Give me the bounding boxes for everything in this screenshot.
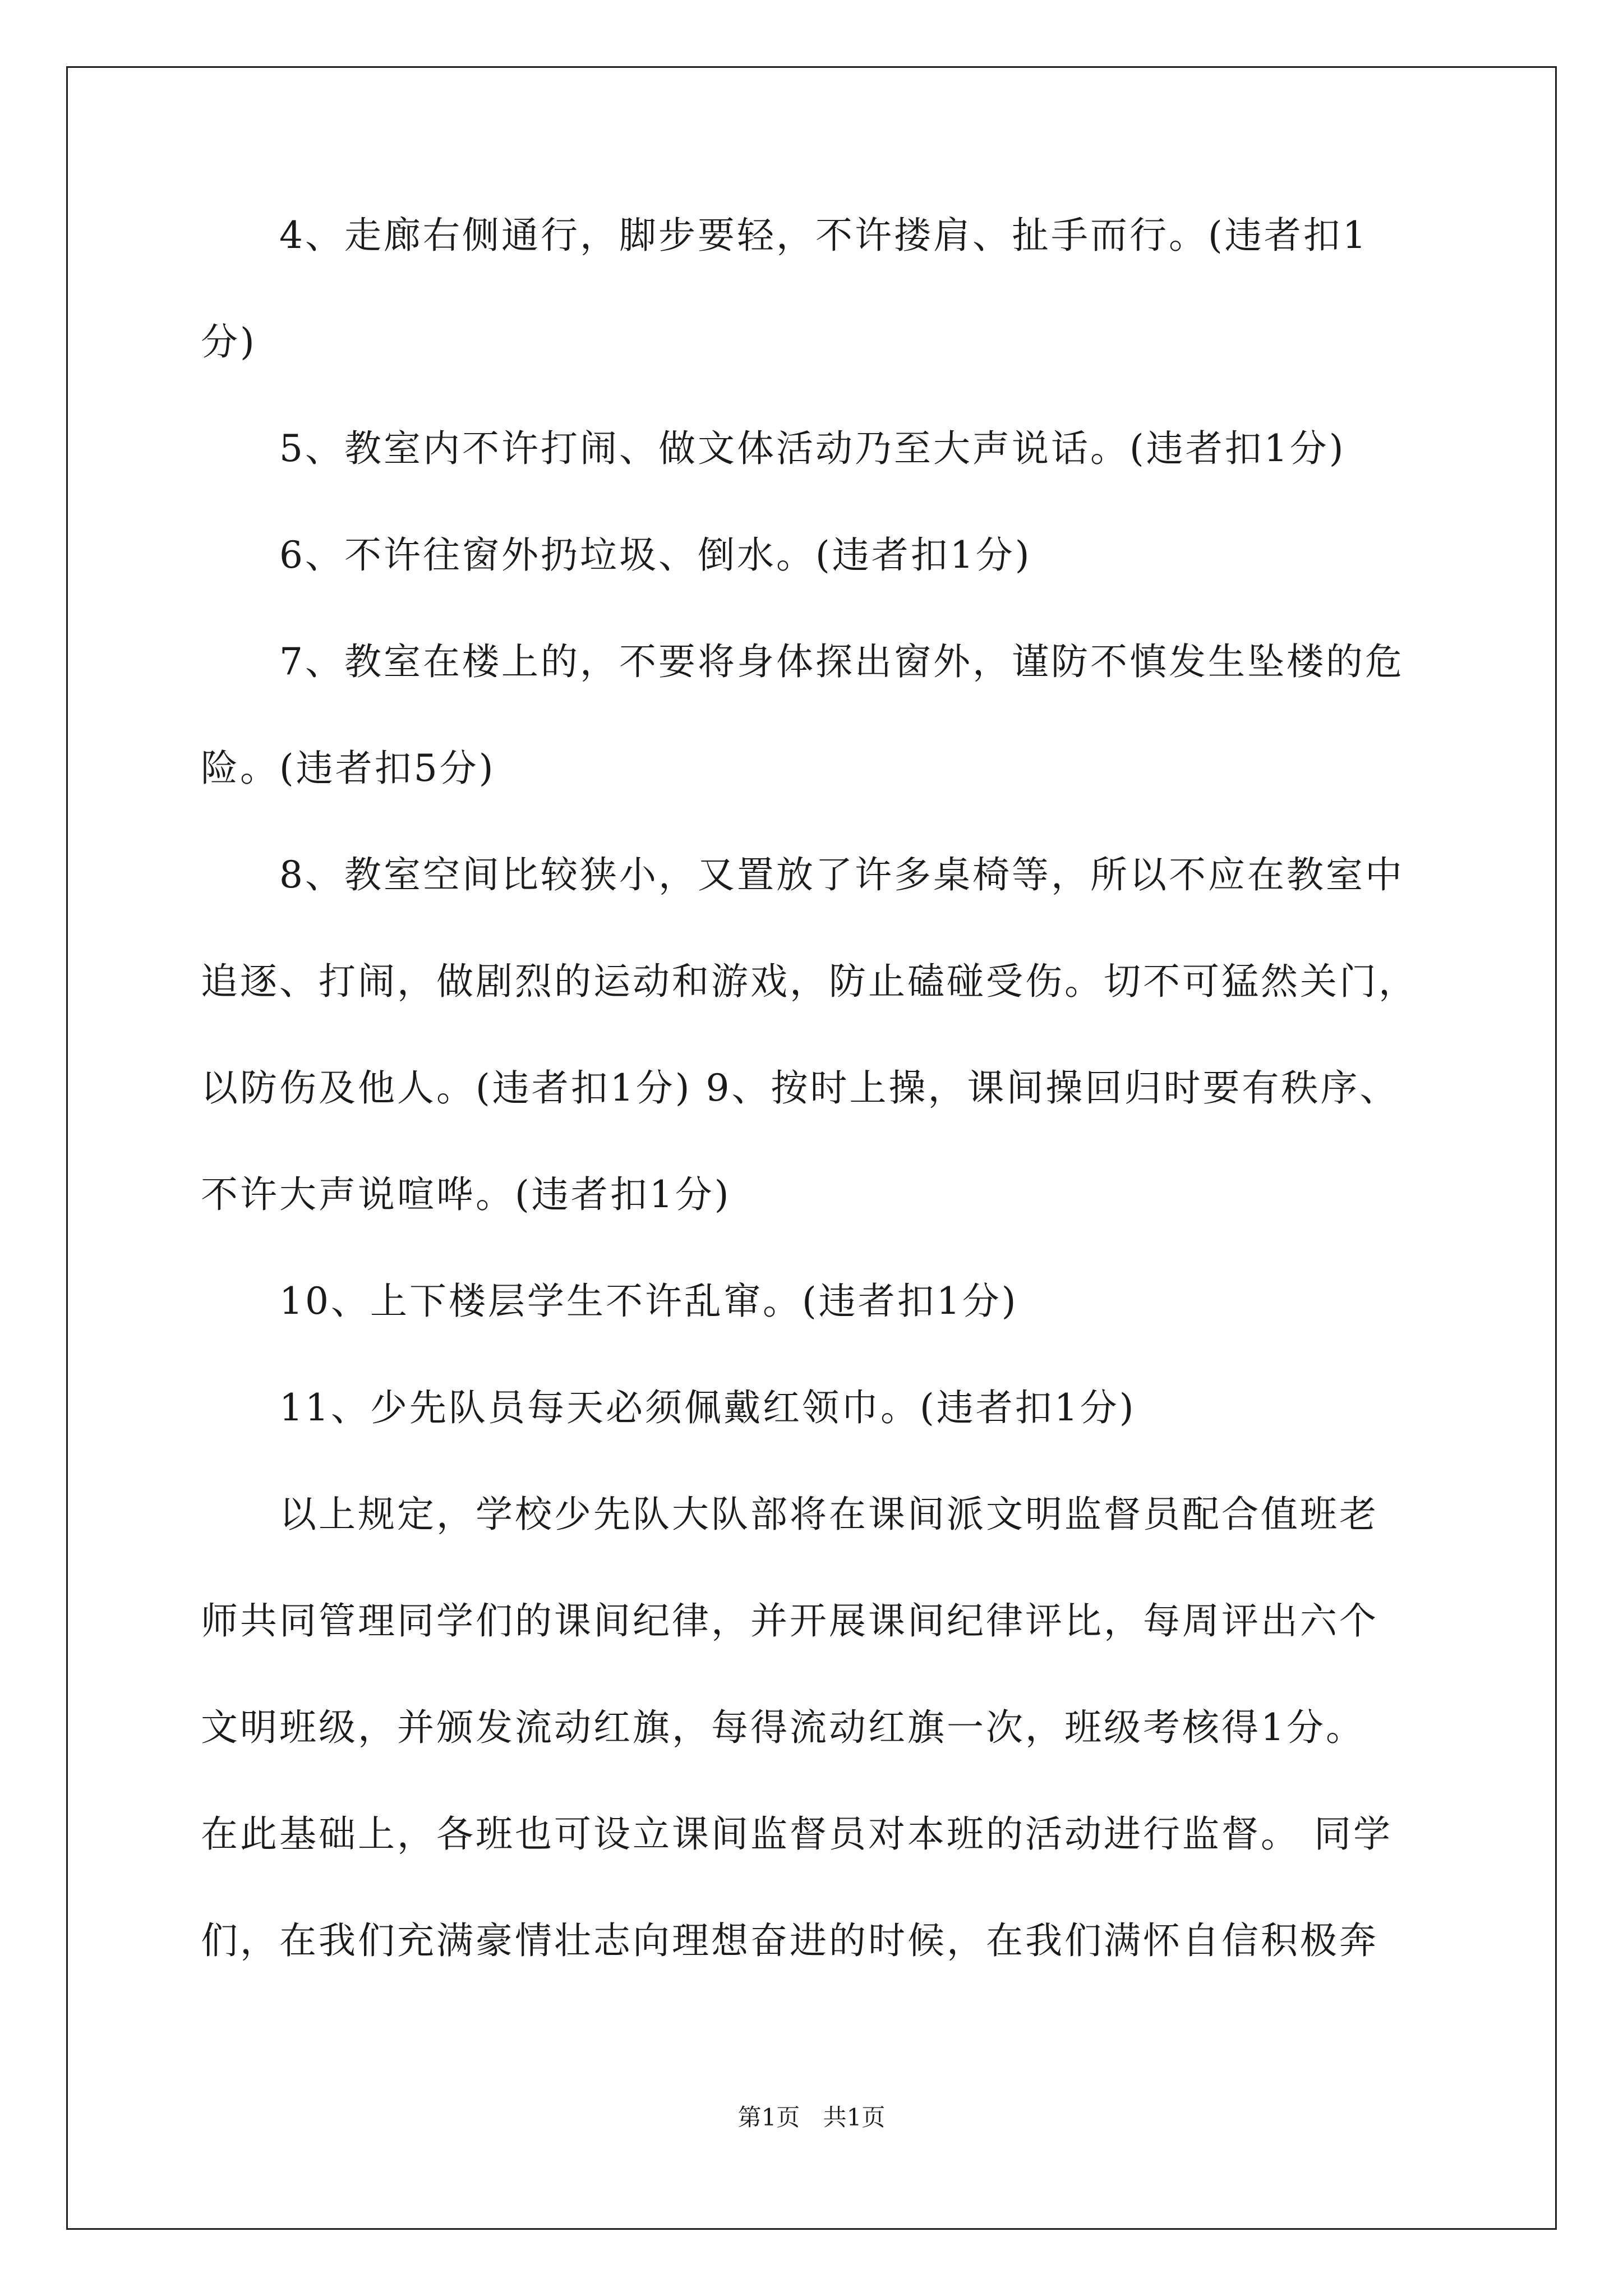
text-line: 7、教室在楼上的，不要将身体探出窗外，谨防不慎发生坠楼的危 bbox=[279, 640, 1404, 683]
page-footer bbox=[0, 2104, 1623, 2132]
text-line: 以上规定，学校少先队大队部将在课间派文明监督员配合值班老 bbox=[279, 1493, 1378, 1536]
text-line: 文明班级，并颁发流动红旗，每得流动红旗一次，班级考核得1分。 bbox=[201, 1706, 1365, 1749]
text-line: 4、走廊右侧通行，脚步要轻，不许搂肩、扯手而行。(违者扣1 bbox=[279, 214, 1368, 257]
text-line: 5、教室内不许打闹、做文体活动乃至大声说话。(违者扣1分) bbox=[279, 427, 1346, 470]
text-line: 11、少先队员每天必须佩戴红领巾。(违者扣1分) bbox=[279, 1386, 1136, 1429]
text-line: 6、不许往窗外扔垃圾、倒水。(违者扣1分) bbox=[279, 533, 1032, 577]
text-line: 险。(违者扣5分) bbox=[201, 747, 496, 790]
text-line: 8、教室空间比较狭小，又置放了许多桌椅等，所以不应在教室中 bbox=[279, 853, 1404, 896]
text-line: 以防伤及他人。(违者扣1分) 9、按时上操，课间操回归时要有秩序、 bbox=[201, 1066, 1399, 1110]
text-line: 分) bbox=[201, 320, 257, 364]
text-line: 追逐、打闹，做剧烈的运动和游戏，防止磕碰受伤。切不可猛然关门， bbox=[201, 960, 1418, 1003]
text-line: 10、上下楼层学生不许乱窜。(违者扣1分) bbox=[279, 1280, 1018, 1323]
text-line: 不许大声说喧哗。(违者扣1分) bbox=[201, 1173, 731, 1216]
text-line: 们，在我们充满豪情壮志向理想奋进的时候，在我们满怀自信积极奔 bbox=[201, 1919, 1378, 1962]
page-border bbox=[66, 66, 1557, 2230]
text-line: 在此基础上，各班也可设立课间监督员对本班的活动进行监督。 同学 bbox=[201, 1812, 1393, 1856]
page-number-total: 共1页 bbox=[823, 2104, 886, 2131]
page-number-current: 第1页 bbox=[737, 2104, 800, 2131]
text-line: 师共同管理同学们的课间纪律，并开展课间纪律评比，每周评出六个 bbox=[201, 1599, 1378, 1642]
